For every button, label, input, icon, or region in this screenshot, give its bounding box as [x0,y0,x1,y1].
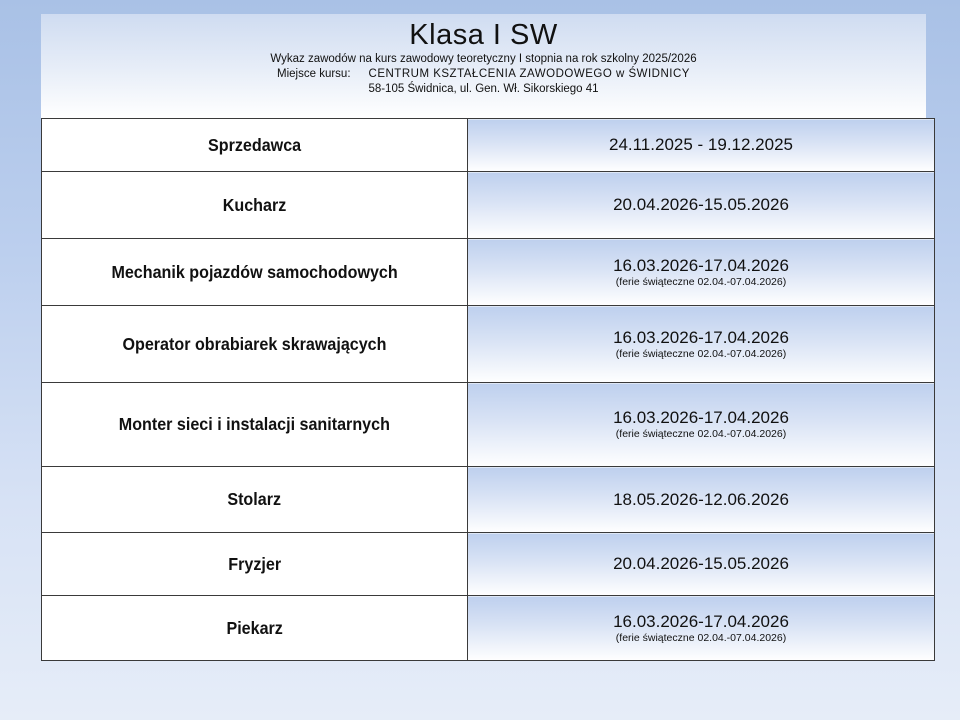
job-name: Fryzjer [228,553,281,574]
date-range: 18.05.2026-12.06.2026 [613,489,789,509]
job-name: Sprzedawca [207,134,302,155]
page-title: Klasa I SW [409,19,558,51]
date-cell [468,596,935,661]
job-cell [42,306,468,383]
date-cell [468,383,935,467]
table-row [42,596,935,661]
date-cell [468,172,935,239]
holiday-note: (ferie świąteczne 02.04.-07.04.2026) [615,428,787,440]
location-name: CENTRUM KSZTAŁCENIA ZAWODOWEGO w ŚWIDNICY [368,68,690,80]
job-name: Stolarz [227,489,282,509]
job-name: Piekarz [226,617,283,638]
job-cell [42,533,468,596]
date-range: 16.03.2026-17.04.2026 [613,327,789,347]
date-cell [468,467,935,533]
holiday-note: (ferie świąteczne 02.04.-07.04.2026) [615,347,787,360]
job-cell [42,172,468,239]
date-cell [468,306,935,383]
date-cell [468,119,935,172]
job-name: Kucharz [222,194,287,215]
holiday-note: (ferie świąteczne 02.04.-07.04.2026) [615,631,787,644]
job-cell [42,239,468,306]
course-address: 58-105 Świdnica, ul. Gen. Wł. Sikorskiego 41 [368,83,599,95]
job-name: Monter sieci i instalacji sanitarnych [118,414,391,434]
schedule-table [41,118,935,661]
table-row [42,239,935,306]
table-row [42,533,935,596]
date-range: 16.03.2026-17.04.2026 [613,255,789,275]
holiday-note: (ferie świąteczne 02.04.-07.04.2026) [615,275,787,288]
date-range: 24.11.2025 - 19.12.2025 [608,135,793,154]
date-cell [468,239,935,306]
date-cell [468,533,935,596]
job-cell [42,383,468,467]
course-description: Wykaz zawodów na kurs zawodowy teoretyczny I stopnia na rok szkolny 2025/2026 [270,53,697,65]
table-row [42,467,935,533]
job-name: Operator obrabiarek skrawających [122,333,387,354]
date-range: 16.03.2026-17.04.2026 [613,611,789,631]
job-name: Mechanik pojazdów samochodowych [111,261,398,282]
date-range: 20.04.2026-15.05.2026 [613,554,789,573]
location-label: Miejsce kursu: [277,68,351,80]
date-range: 20.04.2026-15.05.2026 [613,195,789,214]
date-range: 16.03.2026-17.04.2026 [613,408,789,427]
table-row [42,306,935,383]
slide-header [41,14,926,118]
table-row [42,383,935,467]
job-cell [42,596,468,661]
job-cell [42,467,468,533]
course-location [41,67,926,82]
job-cell [42,119,468,172]
table-row [42,172,935,239]
table-row [42,119,935,172]
